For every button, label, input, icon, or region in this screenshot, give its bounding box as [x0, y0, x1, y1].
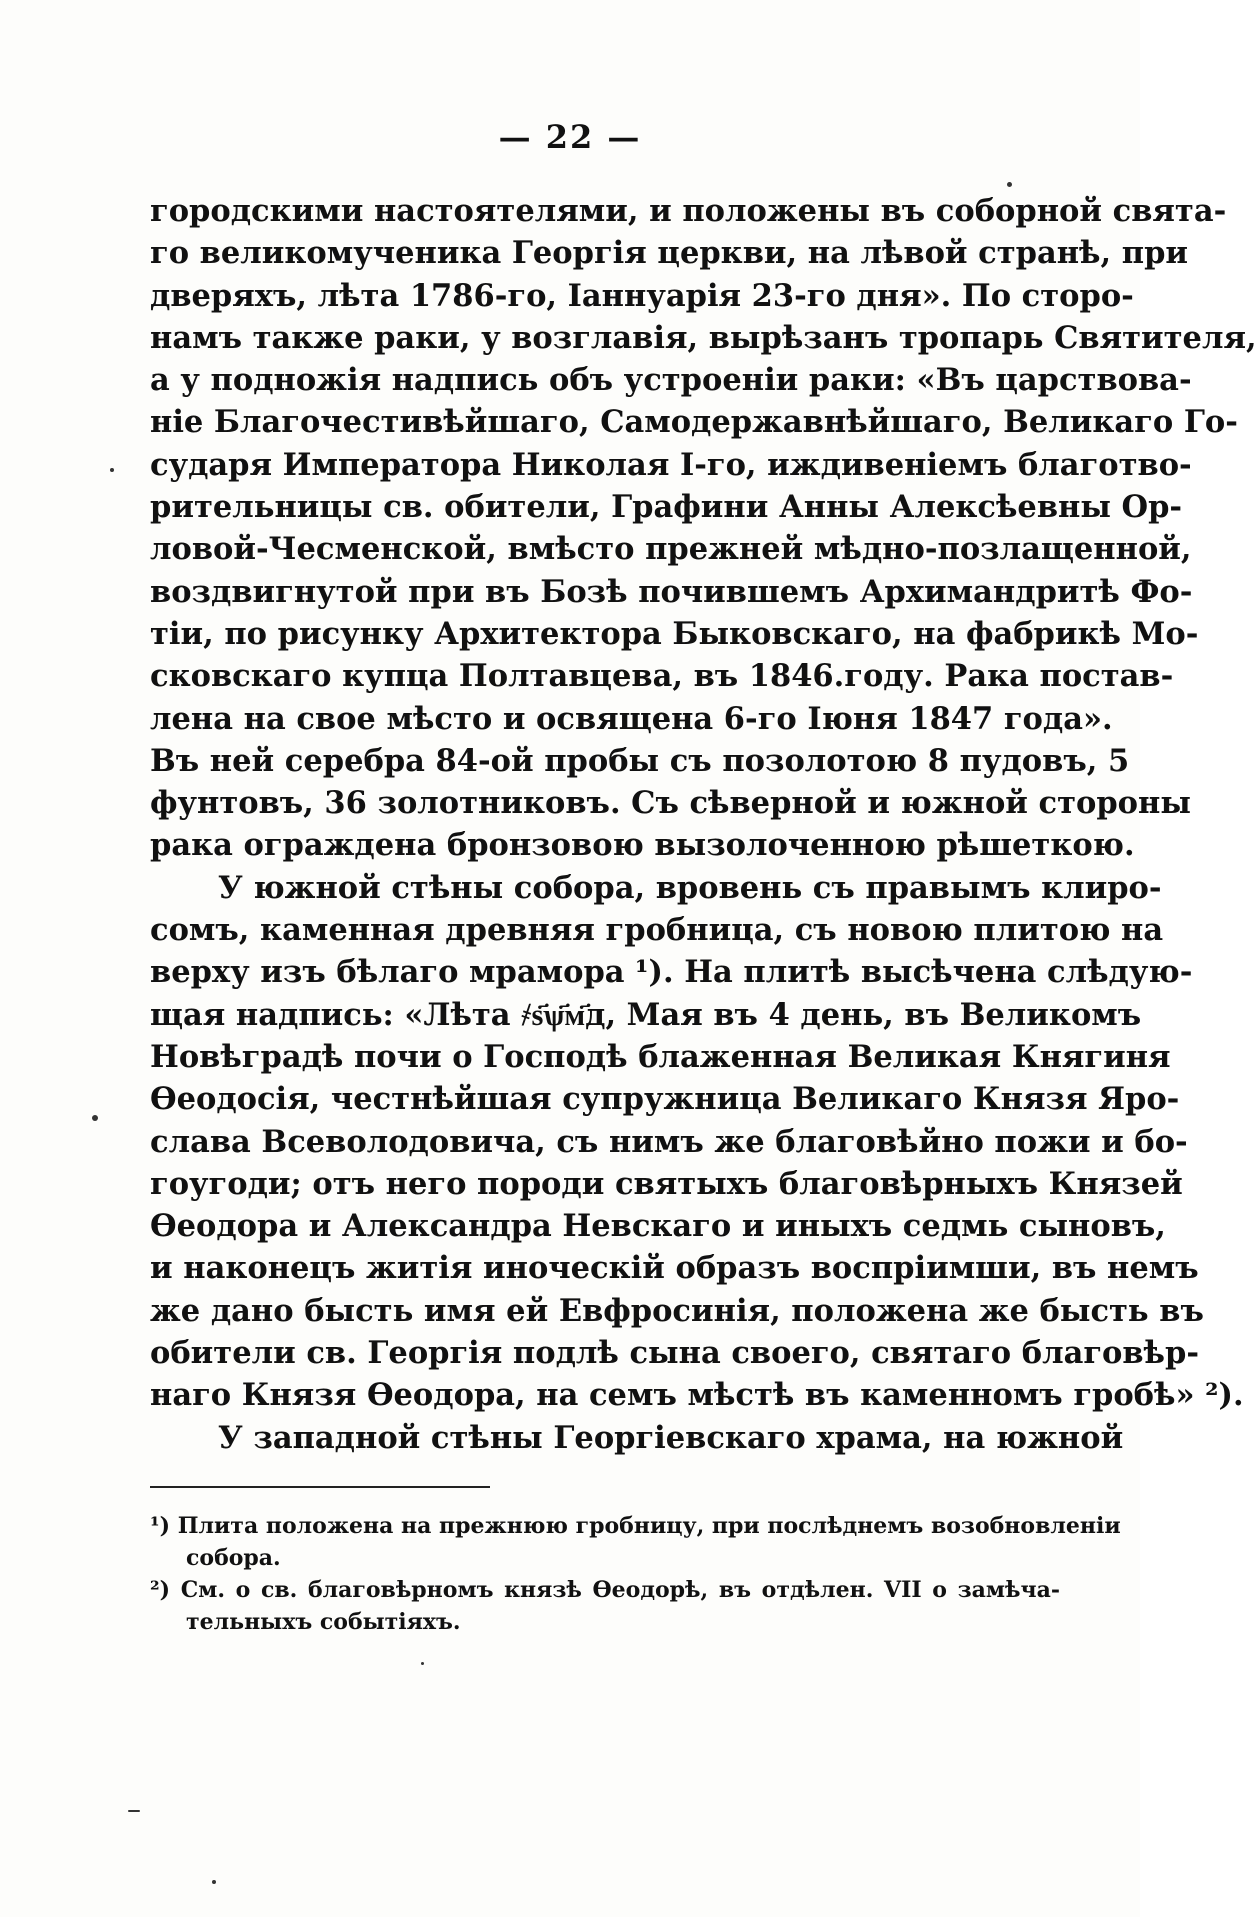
- text-line: рительницы св. обители, Графини Анны Алексѣевны Ор-: [150, 489, 1183, 526]
- text-line: ловой-Чесменской, вмѣсто прежней мѣдно-позлащенной,: [150, 531, 1192, 568]
- text-line: фунтовъ, 36 золотниковъ. Съ сѣверной и южной стороны: [150, 785, 1191, 822]
- text-line: Въ ней серебра 84-ой пробы съ позолотою 8 пудовъ, 5: [150, 742, 1130, 779]
- scan-speck: [1007, 182, 1012, 187]
- footnote: [150, 1574, 1060, 1638]
- text-line: а у подножія надпись объ устроеніи раки: «Въ царствова-: [150, 362, 1192, 399]
- footnotes: [150, 1510, 1121, 1638]
- text-line: ніе Благочестивѣйшаго, Самодержавнѣйшаго, Великаго Го-: [150, 404, 1238, 441]
- body-text: [150, 190, 1257, 1459]
- footnote-line: собора.: [186, 1545, 281, 1571]
- text-line: гоугоди; отъ него породи святыхъ благовѣрныхъ Князей: [150, 1165, 1183, 1202]
- text-line: обители св. Георгія подлѣ сына своего, святаго благовѣр-: [150, 1335, 1199, 1372]
- text-line: лена на свое мѣсто и освящена 6-го Іюня 1847 года».: [150, 700, 1113, 737]
- footnote: [150, 1510, 1121, 1574]
- footnote-line: ²) См. о св. благовѣрномъ князѣ Ѳеодорѣ, въ отдѣлен. VII о замѣча-: [150, 1577, 1061, 1603]
- footnote-line: тельныхъ событіяхъ.: [186, 1609, 461, 1635]
- text-line: наго Князя Ѳеодора, на семъ мѣстѣ въ каменномъ гробѣ» ²).: [150, 1377, 1244, 1414]
- paragraph: [150, 1417, 1124, 1459]
- scan-speck: [421, 1662, 424, 1665]
- text-line: щая надпись: «Лѣта ҂ѕ҃ѱ҃м҃д, Мая въ 4 день, въ Великомъ: [150, 996, 1142, 1033]
- scan-speck: [128, 1810, 140, 1812]
- text-line: воздвигнутой при въ Бозѣ почившемъ Архимандритѣ Фо-: [150, 573, 1193, 610]
- footnote-divider: [150, 1486, 490, 1488]
- text-line: Ѳеодора и Александра Невскаго и иныхъ седмь сыновъ,: [150, 1208, 1166, 1245]
- text-line: У южной стѣны собора, вровень съ правымъ клиро-: [218, 869, 1162, 906]
- text-line: дверяхъ, лѣта 1786-го, Іаннуарія 23-го дня». По сторо-: [150, 277, 1134, 314]
- paragraph: [150, 190, 1257, 867]
- text-line: сомъ, каменная древняя гробница, съ новою плитою на: [150, 912, 1164, 949]
- paragraph: [150, 867, 1244, 1417]
- text-line: У западной стѣны Георгіевскаго храма, на южной: [218, 1419, 1124, 1456]
- text-line: тіи, по рисунку Архитектора Быковскаго, на фабрикѣ Мо-: [150, 615, 1199, 652]
- page-number: — 22 —: [498, 118, 642, 156]
- text-line: сударя Императора Николая I-го, иждивеніемъ благотво-: [150, 446, 1192, 483]
- footnote-line: ¹) Плита положена на прежнюю гробницу, при послѣднемъ возобновленіи: [150, 1513, 1121, 1539]
- text-line: намъ также раки, у возглавія, вырѣзанъ тропарь Святителя,: [150, 319, 1257, 356]
- scan-speck: [212, 1880, 216, 1884]
- text-line: же дано бысть имя ей Евфросинія, положена же бысть въ: [150, 1292, 1204, 1329]
- text-line: верху изъ бѣлаго мрамора ¹). На плитѣ высѣчена слѣдую-: [150, 954, 1193, 991]
- text-line: Ѳеодосія, честнѣйшая супружница Великаго Князя Яро-: [150, 1081, 1180, 1118]
- text-line: сковскаго купца Полтавцева, въ 1846.году. Рака постав-: [150, 658, 1174, 695]
- scan-speck: [92, 1115, 98, 1121]
- text-line: слава Всеволодовича, съ нимъ же благовѣйно пожи и бо-: [150, 1123, 1188, 1160]
- scan-speck: [110, 468, 114, 472]
- text-line: и наконецъ житія иноческій образъ воспріимши, въ немъ: [150, 1250, 1199, 1287]
- text-line: городскими настоятелями, и положены въ соборной свята-: [150, 193, 1227, 229]
- text-line: рака ограждена бронзовою вызолоченною рѣшеткою.: [150, 827, 1135, 864]
- text-line: го великомученика Георгія церкви, на лѣвой странѣ, при: [150, 235, 1189, 272]
- text-line: Новѣградѣ почи о Господѣ блаженная Великая Княгиня: [150, 1038, 1171, 1075]
